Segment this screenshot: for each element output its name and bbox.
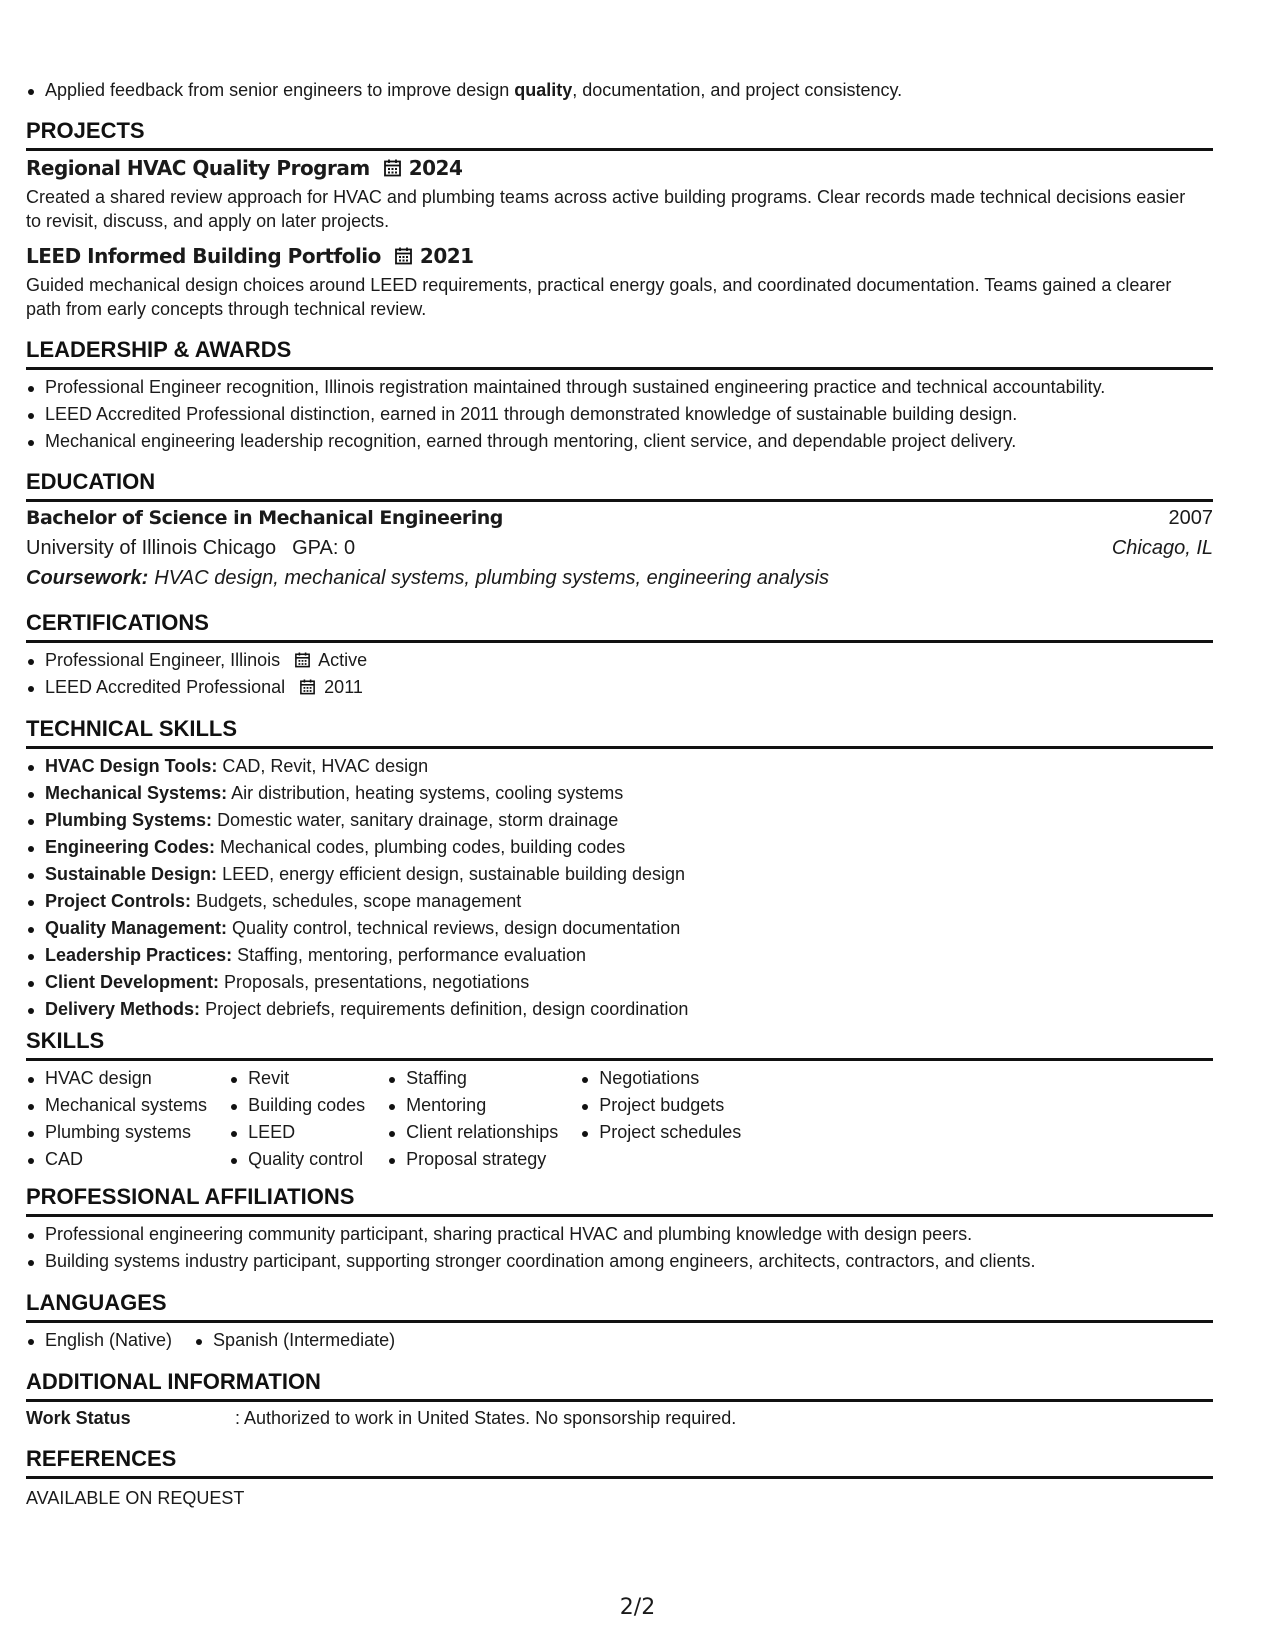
calendar-icon	[300, 679, 315, 695]
section-title-additional: ADDITIONAL INFORMATION	[26, 1369, 1213, 1402]
list-item: Quality Management: Quality control, technical reviews, design documentation	[26, 915, 688, 942]
list-item: CAD	[26, 1146, 207, 1173]
skills-section	[26, 1028, 1213, 1061]
technical-skills-section	[26, 716, 1213, 749]
list-item	[26, 647, 367, 674]
list-item: Professional Engineer recognition, Illinois registration maintained through sustained engineering practice and technical accountability.	[26, 374, 1105, 401]
skills-column	[580, 1065, 741, 1173]
project-name: LEED Informed Building Portfolio	[26, 244, 381, 268]
skills-column	[26, 1065, 207, 1173]
affiliations-section	[26, 1184, 1213, 1217]
certifications-list	[26, 647, 367, 701]
work-status-row	[26, 1405, 736, 1431]
project-item	[26, 155, 1186, 233]
coursework-label: Coursework:	[26, 567, 149, 589]
skills-grid	[26, 1065, 763, 1173]
school-name: University of Illinois Chicago	[26, 537, 277, 559]
experience-continued-list	[26, 77, 902, 104]
list-item: Quality control	[229, 1146, 365, 1173]
education-entry	[26, 503, 1213, 593]
degree: Bachelor of Science in Mechanical Engineering	[26, 507, 503, 529]
certifications-section	[26, 610, 1213, 643]
cert-name: Professional Engineer, Illinois	[45, 650, 281, 670]
list-item: Mentoring	[387, 1092, 558, 1119]
list-item: HVAC Design Tools: CAD, Revit, HVAC design	[26, 753, 688, 780]
page-number: 2/2	[619, 1595, 656, 1620]
list-item	[26, 674, 367, 701]
section-title-education: EDUCATION	[26, 469, 1213, 502]
section-title-skills: SKILLS	[26, 1028, 1213, 1061]
list-item: Project schedules	[580, 1119, 741, 1146]
education-section	[26, 469, 1213, 502]
list-item: Leadership Practices: Staffing, mentoring, performance evaluation	[26, 942, 688, 969]
list-item: HVAC design	[26, 1065, 207, 1092]
cert-date: Active	[318, 650, 368, 670]
school-location: Chicago, IL	[1111, 537, 1213, 559]
list-item: Staffing	[387, 1065, 558, 1092]
technical-skills-list	[26, 753, 688, 1023]
list-item: Client Development: Proposals, presentations, negotiations	[26, 969, 688, 996]
list-item: English (Native)	[26, 1327, 172, 1354]
calendar-icon	[395, 247, 412, 265]
leadership-section	[26, 337, 1213, 370]
calendar-icon	[384, 159, 401, 177]
work-status-value: : Authorized to work in United States. No sponsorship required.	[235, 1408, 737, 1428]
skills-column	[387, 1065, 558, 1173]
references-section	[26, 1446, 1213, 1479]
section-title-technical-skills: TECHNICAL SKILLS	[26, 716, 1213, 749]
affiliations-list	[26, 1221, 1036, 1275]
project-year: 2021	[419, 244, 474, 268]
list-item: Mechanical Systems: Air distribution, heating systems, cooling systems	[26, 780, 688, 807]
list-item: Mechanical engineering leadership recognition, earned through mentoring, client service, and dependable project delivery.	[26, 428, 1105, 455]
list-item: Building systems industry participant, supporting stronger coordination among engineers, architects, contractors, and clients.	[26, 1248, 1036, 1275]
list-item: Plumbing Systems: Domestic water, sanitary drainage, storm drainage	[26, 807, 688, 834]
list-item: Project budgets	[580, 1092, 741, 1119]
list-item: Professional engineering community participant, sharing practical HVAC and plumbing knowledge with design peers.	[26, 1221, 1036, 1248]
list-item: Engineering Codes: Mechanical codes, plumbing codes, building codes	[26, 834, 688, 861]
projects-section	[26, 118, 1213, 151]
additional-section	[26, 1369, 1213, 1402]
list-item: Client relationships	[387, 1119, 558, 1146]
project-description: Guided mechanical design choices around LEED requirements, practical energy goals, and coordinated documentation. Teams gained a clearer path from early concepts through technical review.	[26, 275, 1172, 319]
graduation-year: 2007	[1168, 507, 1213, 529]
languages-list	[26, 1327, 417, 1354]
list-item: LEED Accredited Professional distinction, earned in 2011 through demonstrated knowledge of sustainable building design.	[26, 401, 1105, 428]
section-title-leadership: LEADERSHIP & AWARDS	[26, 337, 1213, 370]
section-title-projects: PROJECTS	[26, 118, 1213, 151]
cert-date: 2011	[324, 677, 363, 697]
project-year: 2024	[408, 156, 463, 180]
project-name: Regional HVAC Quality Program	[26, 156, 370, 180]
list-item: Spanish (Intermediate)	[194, 1327, 395, 1354]
section-title-certifications: CERTIFICATIONS	[26, 610, 1213, 643]
gpa: GPA: 0	[292, 537, 356, 559]
list-item: LEED	[229, 1119, 365, 1146]
leadership-list	[26, 374, 1105, 455]
list-item: Sustainable Design: LEED, energy efficient design, sustainable building design	[26, 861, 688, 888]
section-title-affiliations: PROFESSIONAL AFFILIATIONS	[26, 1184, 1213, 1217]
section-title-references: REFERENCES	[26, 1446, 1213, 1479]
cert-name: LEED Accredited Professional	[45, 677, 286, 697]
project-description: Created a shared review approach for HVAC and plumbing teams across active building programs. Clear records made technical decisions easier to revisit, discuss, and apply on later projects.	[26, 187, 1186, 231]
skills-column	[229, 1065, 365, 1173]
languages-section	[26, 1290, 1213, 1323]
project-item	[26, 243, 1186, 321]
list-item: Plumbing systems	[26, 1119, 207, 1146]
list-item: Applied feedback from senior engineers to improve design quality, documentation, and project consistency.	[26, 77, 902, 104]
list-item: Project Controls: Budgets, schedules, scope management	[26, 888, 688, 915]
calendar-icon	[295, 652, 310, 668]
section-title-languages: LANGUAGES	[26, 1290, 1213, 1323]
list-item: Revit	[229, 1065, 365, 1092]
list-item: Negotiations	[580, 1065, 741, 1092]
list-item: Proposal strategy	[387, 1146, 558, 1173]
coursework: HVAC design, mechanical systems, plumbing systems, engineering analysis	[154, 567, 830, 589]
list-item: Delivery Methods: Project debriefs, requirements definition, design coordination	[26, 996, 688, 1023]
list-item: Mechanical systems	[26, 1092, 207, 1119]
references-text: AVAILABLE ON REQUEST	[26, 1488, 245, 1508]
list-item: Building codes	[229, 1092, 365, 1119]
work-status-label: Work Status	[26, 1408, 131, 1428]
